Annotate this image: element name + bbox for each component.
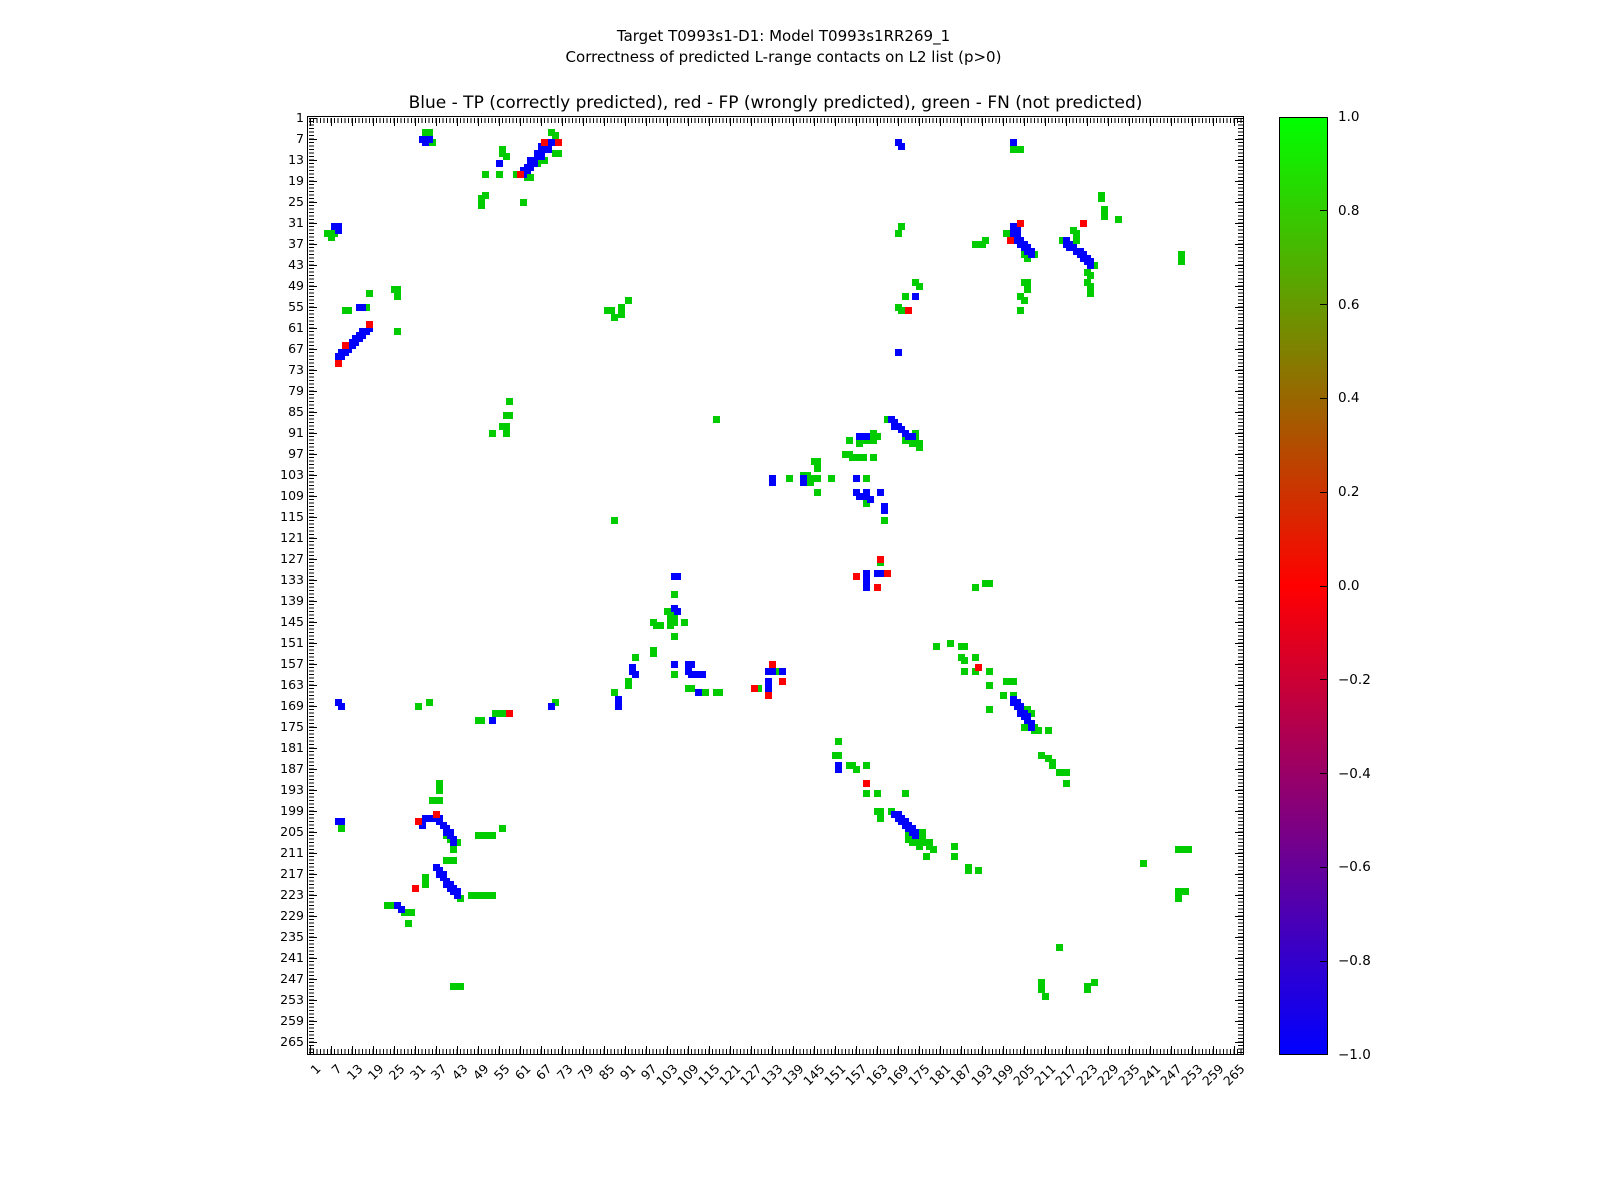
x-tick-label: 37 (427, 1061, 450, 1083)
y-tick-label: 49 (288, 278, 304, 293)
figure-suptitle (0, 26, 1567, 68)
colorbar (1279, 117, 1328, 1055)
y-tick-label: 193 (280, 782, 304, 797)
x-tick-label: 97 (637, 1061, 660, 1083)
x-tick-label: 145 (800, 1061, 828, 1089)
y-tick-label: 121 (280, 530, 304, 545)
y-tick-label: 211 (280, 845, 304, 860)
colorbar-tick-label: 0.8 (1338, 202, 1360, 219)
y-tick-label: 43 (288, 257, 304, 272)
x-tick-label: 73 (553, 1061, 576, 1083)
x-tick-label: 265 (1220, 1061, 1248, 1089)
x-tick-label: 133 (758, 1061, 786, 1089)
y-tick-label: 115 (280, 509, 304, 524)
x-tick-label: 175 (905, 1061, 933, 1089)
y-tick-label: 235 (280, 929, 304, 944)
x-tick-label: 19 (364, 1061, 387, 1083)
x-tick-label: 187 (947, 1061, 975, 1089)
x-tick-label: 7 (328, 1061, 345, 1078)
y-tick-label: 109 (280, 488, 304, 503)
x-tick-label: 91 (616, 1061, 639, 1083)
y-tick-label: 181 (280, 740, 304, 755)
y-tick-label: 151 (280, 635, 304, 650)
y-tick-label: 259 (280, 1013, 304, 1028)
colorbar-tick-label: 0.4 (1338, 390, 1360, 407)
y-tick-label: 247 (280, 971, 304, 986)
axes-title: Blue - TP (correctly predicted), red - FP (wrongly predicted), green - FN (not predicted) (408, 93, 1143, 113)
x-tick-label: 163 (863, 1061, 891, 1089)
x-tick-label: 85 (595, 1061, 618, 1083)
x-tick-label: 13 (343, 1061, 366, 1083)
x-tick-label: 151 (821, 1061, 849, 1089)
x-tick-label: 229 (1094, 1061, 1122, 1089)
x-tick-label: 67 (532, 1061, 555, 1083)
x-tick-label: 121 (716, 1061, 744, 1089)
x-tick-label: 1 (307, 1061, 324, 1078)
y-tick-label: 175 (280, 719, 304, 734)
colorbar-tick-label: −1.0 (1338, 1047, 1371, 1063)
colorbar-tick-label: −0.4 (1338, 765, 1371, 782)
y-tick-label: 139 (280, 593, 304, 608)
x-tick-label: 205 (1010, 1061, 1038, 1089)
y-tick-label: 199 (280, 803, 304, 818)
y-tick-label: 85 (288, 404, 304, 419)
x-tick-label: 49 (469, 1061, 492, 1083)
x-tick-label: 109 (674, 1061, 702, 1089)
y-tick-label: 73 (288, 362, 304, 377)
y-tick-label: 241 (280, 950, 304, 965)
x-tick-label: 169 (884, 1061, 912, 1089)
y-tick-label: 163 (280, 677, 304, 692)
x-tick-label: 193 (968, 1061, 996, 1089)
x-tick-label: 181 (926, 1061, 954, 1089)
colorbar-tick-label: 0.6 (1338, 296, 1360, 313)
x-tick-label: 103 (653, 1061, 681, 1089)
colorbar-tick-label: 0.0 (1338, 578, 1360, 594)
suptitle-line1: Target T0993s1-D1: Model T0993s1RR269_1 (616, 27, 951, 45)
x-tick-label: 31 (406, 1061, 429, 1083)
y-tick-label: 91 (288, 425, 304, 440)
y-tick-label: 13 (288, 152, 304, 167)
x-tick-label: 43 (448, 1061, 471, 1083)
y-tick-label: 97 (288, 446, 304, 461)
y-tick-label: 223 (280, 887, 304, 902)
y-tick-label: 61 (288, 320, 304, 335)
y-tick-label: 19 (288, 173, 304, 188)
y-tick-label: 133 (280, 572, 304, 587)
y-tick-label: 217 (280, 866, 304, 881)
x-tick-label: 253 (1178, 1061, 1206, 1089)
colorbar-tick-label: −0.6 (1338, 859, 1371, 876)
y-tick-label: 55 (288, 299, 304, 314)
suptitle-line2: Correctness of predicted L-range contacts on L2 list (p>0) (565, 48, 1002, 66)
x-tick-label: 25 (385, 1061, 408, 1083)
x-tick-label: 127 (737, 1061, 765, 1089)
y-tick-label: 253 (280, 992, 304, 1007)
colorbar-tick-label: −0.8 (1338, 953, 1371, 970)
x-tick-label: 55 (490, 1061, 513, 1083)
y-tick-label: 79 (288, 383, 304, 398)
y-tick-label: 37 (288, 236, 304, 251)
colorbar-tick-label: −0.2 (1338, 671, 1371, 688)
y-tick-label: 187 (280, 761, 304, 776)
y-tick-label: 169 (280, 698, 304, 713)
x-tick-label: 241 (1136, 1061, 1164, 1089)
x-tick-label: 115 (695, 1061, 723, 1089)
y-tick-label: 229 (280, 908, 304, 923)
x-tick-label: 61 (511, 1061, 534, 1083)
x-tick-label: 235 (1115, 1061, 1143, 1089)
y-tick-label: 67 (288, 341, 304, 356)
y-tick-label: 157 (280, 656, 304, 671)
y-tick-label: 103 (280, 467, 304, 482)
x-tick-label: 199 (989, 1061, 1017, 1089)
x-tick-label: 157 (842, 1061, 870, 1089)
x-tick-label: 259 (1199, 1061, 1227, 1089)
colorbar-tick-label: 1.0 (1338, 109, 1360, 125)
y-tick-label: 265 (280, 1034, 304, 1049)
x-tick-label: 217 (1052, 1061, 1080, 1089)
y-tick-label: 205 (280, 824, 304, 839)
x-tick-label: 247 (1157, 1061, 1185, 1089)
x-tick-label: 139 (779, 1061, 807, 1089)
x-tick-label: 79 (574, 1061, 597, 1083)
y-tick-label: 1 (296, 110, 304, 125)
x-tick-label: 211 (1031, 1061, 1059, 1089)
plot-area (307, 116, 1244, 1055)
y-tick-label: 25 (288, 194, 304, 209)
x-tick-label: 223 (1073, 1061, 1101, 1089)
y-tick-label: 31 (288, 215, 304, 230)
y-tick-label: 145 (280, 614, 304, 629)
y-tick-label: 7 (296, 131, 304, 146)
y-tick-label: 127 (280, 551, 304, 566)
colorbar-tick-label: 0.2 (1338, 484, 1360, 501)
